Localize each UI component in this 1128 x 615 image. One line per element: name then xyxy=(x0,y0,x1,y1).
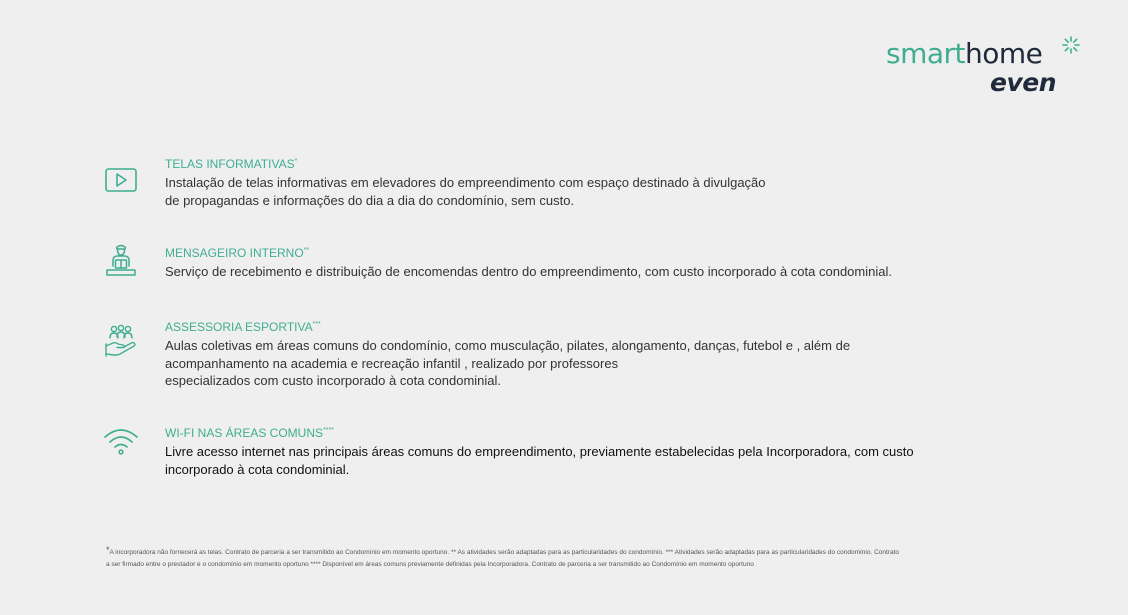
feature-title-text: TELAS INFORMATIVAS xyxy=(165,157,295,171)
group-hand-icon xyxy=(102,323,140,361)
feature-title xyxy=(165,320,321,334)
description-line: Aulas coletivas em áreas comuns do condomínio, como musculação, pilates, alongamento, danças, futebol e , além de xyxy=(165,338,851,353)
feature-title-text: ASSESSORIA ESPORTIVA xyxy=(165,320,313,334)
feature-description xyxy=(165,263,985,281)
wifi-icon xyxy=(102,424,140,462)
footnote xyxy=(106,544,1041,571)
description-line: incorporado à cota condominial. xyxy=(165,461,350,477)
description-line: Instalação de telas informativas em elevadores do empreendimento com espaço destinado à divulgação xyxy=(165,175,766,190)
footnote-mark: ** xyxy=(303,247,310,254)
description-line: Serviço de recebimento e distribuição de encomendas dentro do empreendimento, com custo incorporado à cota condominial. xyxy=(165,264,892,279)
feature-description xyxy=(165,174,985,209)
feature-title-text: MENSAGEIRO INTERNO xyxy=(165,246,304,260)
footnote-line: a ser firmado entre o prestador e o condomínio em momento oportuno **** Disponível em áreas comuns previamente definidas pela Incorporadora. Contrato de parceria a ser transmitido ao Condomínio em momento oportuno xyxy=(106,561,754,568)
brand-smarthome xyxy=(886,36,1042,72)
footnote-star: * xyxy=(106,545,110,555)
brand-logo xyxy=(886,36,1086,100)
description-line: Livre acesso internet nas principais áreas comuns do empreendimento, previamente estabelecidas pela Incorporadora, com custo xyxy=(165,444,914,459)
feature-title-text: WI-FI NAS ÁREAS COMUNS xyxy=(165,426,324,440)
feature-title xyxy=(165,157,297,171)
description-line: acompanhamento na academia e recreação infantil , realizado por professores xyxy=(165,355,619,371)
footnote-mark: **** xyxy=(323,427,334,434)
delivery-person-icon xyxy=(102,240,140,278)
footnote-mark: *** xyxy=(312,321,321,328)
spark-icon xyxy=(1062,36,1080,54)
footnote-mark: * xyxy=(294,158,298,165)
brand-even: even xyxy=(990,68,1057,97)
description-line: de propagandas e informações do dia a dia do condomínio, sem custo. xyxy=(165,192,575,208)
video-screen-icon xyxy=(102,163,140,201)
feature-description xyxy=(165,443,985,478)
brand-home-text: home xyxy=(965,37,1043,70)
brand-smart-text: smart xyxy=(886,37,966,70)
feature-title xyxy=(165,426,334,440)
footnote-line-1-text: A incorporadora não fornecerá as telas. Contrato de parceria a ser transmitido ao Condomínio em momento oportuno. ** As atividades serão adaptadas para as particularidades do condomínio. *** Atividades serão adaptadas para as particularidades do condomínio. Contrato xyxy=(109,549,900,556)
feature-description xyxy=(165,337,985,390)
footnote-line xyxy=(106,544,1041,559)
description-line: especializados com custo incorporado à cota condominial. xyxy=(165,373,502,388)
feature-title xyxy=(165,246,309,260)
